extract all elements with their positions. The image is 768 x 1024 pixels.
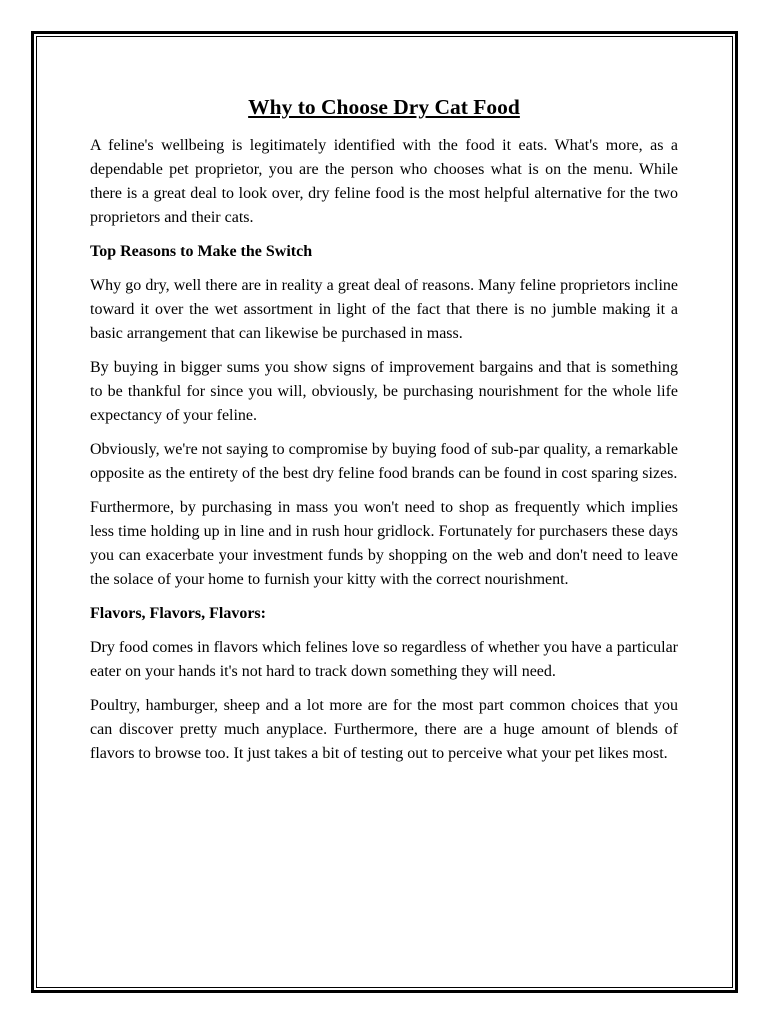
document-body [90,92,678,776]
document-title: Why to Choose Dry Cat Food [248,95,520,119]
paragraph: Obviously, we're not saying to compromise by buying food of sub-par quality, a remarkable opposite as the entirety of the best dry feline food brands can be found in cost sparing sizes. [90,441,678,482]
section-heading-flavors: Flavors, Flavors, Flavors: [90,605,266,622]
paragraph: Furthermore, by purchasing in mass you won't need to shop as frequently which implies less time holding up in line and in rush hour gridlock. Fortunately for purchasers these days you can exacerbate your investment funds by shopping on the web and don't need to leave the solace of your home to furnish your kitty with the correct nourishment. [90,499,678,588]
paragraph: Dry food comes in flavors which felines love so regardless of whether you have a particular eater on your hands it's not hard to track down something they will need. [90,639,678,680]
paragraph: Why go dry, well there are in reality a great deal of reasons. Many feline proprietors incline toward it over the wet assortment in light of the fact that there is no jumble making it a basic arrangement that can likewise be purchased in mass. [90,277,678,342]
paragraph: By buying in bigger sums you show signs of improvement bargains and that is something to be thankful for since you will, obviously, be purchasing nourishment for the whole life expectancy of your feline. [90,359,678,424]
intro-paragraph: A feline's wellbeing is legitimately identified with the food it eats. What's more, as a dependable pet proprietor, you are the person who chooses what is on the menu. While there is a great deal to look over, dry feline food is the most helpful alternative for the two proprietors and their cats. [90,137,678,226]
paragraph: Poultry, hamburger, sheep and a lot more are for the most part common choices that you can discover pretty much anyplace. Furthermore, there are a huge amount of blends of flavors to browse too. It just takes a bit of testing out to perceive what your pet likes most. [90,697,678,762]
section-heading-switch: Top Reasons to Make the Switch [90,243,313,260]
